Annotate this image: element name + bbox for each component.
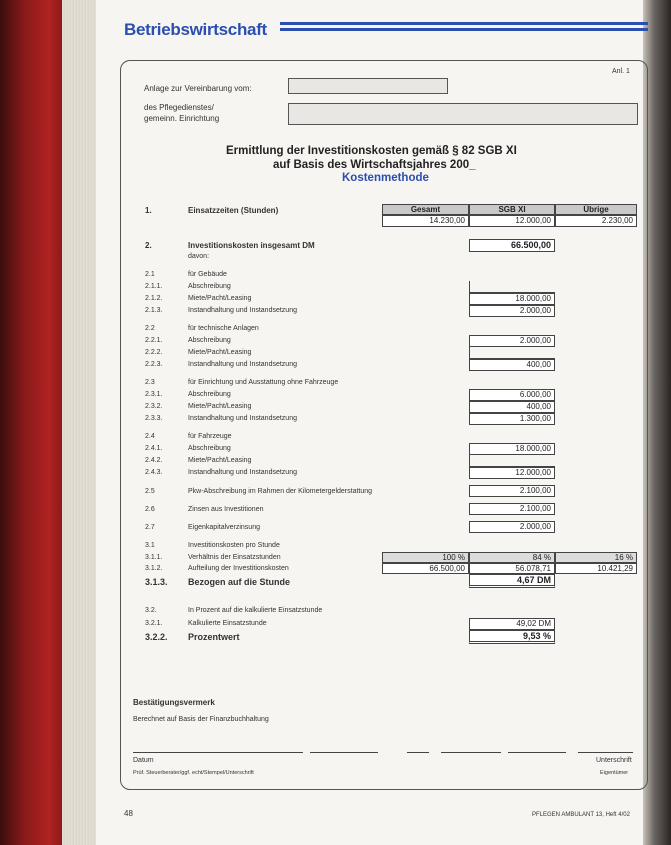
s3-alloc-uebrige: 10.421,29 (555, 563, 637, 574)
s2-5-value: 2.100,00 (469, 485, 555, 497)
journal-footer: PFLEGEN AMBULANT 13, Heft 4/02 (532, 812, 630, 818)
s2-row-number: 2.2 (145, 325, 155, 332)
s3-percent-value: 9,53 % (469, 630, 555, 644)
s2-row-label: Miete/Pacht/Leasing (188, 295, 252, 302)
s2-number: 2. (145, 241, 152, 250)
s2-row-number: 2.3.1. (145, 391, 163, 398)
s2-6-label: Zinsen aus Investitionen (188, 506, 264, 513)
page-header-title: Betriebswirtschaft (124, 20, 267, 39)
s2-row-value: 400,00 (469, 359, 555, 371)
s2-row-value (469, 347, 555, 359)
s3-ratio-uebrige: 16 % (555, 552, 637, 563)
doc-title-line1: Ermittlung der Investitionskosten gemäß § 82 SGB XI (226, 145, 517, 157)
header-rule (280, 22, 648, 38)
s2-total: 66.500,00 (469, 239, 555, 252)
s1-value-sgbxi: 12.000,00 (469, 215, 555, 227)
s3-2-2-number: 3.2.2. (145, 632, 168, 642)
s2-row-number: 2.4.1. (145, 445, 163, 452)
s3-2-label: In Prozent auf die kalkulierte Einsatzstunde (188, 607, 323, 614)
facility-label-1: des Pflegedienstes/ (144, 103, 214, 112)
signature-line-2 (310, 752, 378, 753)
s2-row-label: Instandhaltung und Instandsetzung (188, 307, 297, 314)
s2-row-number: 2.2.3. (145, 361, 163, 368)
s2-row-number: 2.1.1. (145, 283, 163, 290)
s2-row-value: 6.000,00 (469, 389, 555, 401)
s2-row-label: Abschreibung (188, 337, 231, 344)
s2-row-number: 2.2.2. (145, 349, 163, 356)
s2-row-number: 2.1.3. (145, 307, 163, 314)
s2-row-value (469, 455, 555, 467)
s1-header-sgbxi: SGB XI (469, 204, 555, 215)
s1-header-uebrige: Übrige (555, 204, 637, 215)
s2-row-value: 1.300,00 (469, 413, 555, 425)
s2-row-value: 18.000,00 (469, 293, 555, 305)
confirmation-title: Bestätigungsvermerk (133, 698, 215, 707)
s2-row-value: 12.000,00 (469, 467, 555, 479)
s2-6-number: 2.6 (145, 506, 155, 513)
book-page-edges (62, 0, 100, 845)
s2-7-number: 2.7 (145, 524, 155, 531)
s2-row-label: für Gebäude (188, 271, 227, 278)
s3-2-2-label: Prozentwert (188, 632, 240, 642)
s2-row-number: 2.4.2. (145, 457, 163, 464)
s2-row-number: 2.3.3. (145, 415, 163, 422)
s2-row-label: für Einrichtung und Ausstattung ohne Fahrzeuge (188, 379, 339, 386)
date-line (133, 752, 303, 753)
s3-1-1-label: Verhältnis der Einsatzstunden (188, 554, 281, 561)
s3-alloc-gesamt: 66.500,00 (382, 563, 469, 574)
s2-row-number: 2.1 (145, 271, 155, 278)
s2-6-value: 2.100,00 (469, 503, 555, 515)
doc-title-method: Kostenmethode (342, 172, 429, 184)
s2-row-value (469, 281, 555, 293)
s2-7-label: Eigenkapitalverzinsung (188, 524, 260, 531)
s3-ratio-sgbxi: 84 % (469, 552, 555, 563)
s3-1-2-number: 3.1.2. (145, 565, 163, 572)
s3-calc-hour-value: 49,02 DM (469, 618, 555, 630)
s2-5-label: Pkw-Abschreibung im Rahmen der Kilometergelderstattung (188, 488, 373, 495)
s2-row-number: 2.1.2. (145, 295, 163, 302)
s2-7-value: 2.000,00 (469, 521, 555, 533)
s1-value-gesamt: 14.230,00 (382, 215, 469, 227)
s2-row-label: für technische Anlagen (188, 325, 259, 332)
signature-line-3 (407, 752, 429, 753)
signature-line-4 (441, 752, 501, 753)
s2-row-number: 2.4.3. (145, 469, 163, 476)
signature-line-5 (508, 752, 566, 753)
s2-row-label: Instandhaltung und Instandsetzung (188, 361, 297, 368)
s3-2-1-number: 3.2.1. (145, 620, 163, 627)
date-label: Datum (133, 757, 154, 764)
s2-row-label: Instandhaltung und Instandsetzung (188, 469, 297, 476)
s2-row-label: Instandhaltung und Instandsetzung (188, 415, 297, 422)
facility-name-field[interactable] (288, 103, 638, 125)
s2-row-label: für Fahrzeuge (188, 433, 232, 440)
s3-1-3-label: Bezogen auf die Stunde (188, 577, 291, 587)
s1-value-uebrige: 2.230,00 (555, 215, 637, 227)
s2-row-number: 2.4 (145, 433, 155, 440)
signature-label: Unterschrift (596, 757, 632, 764)
s2-sublabel: davon: (188, 253, 210, 260)
s3-1-2-label: Aufteilung der Investitionskosten (188, 565, 289, 572)
confirmation-text: Berechnet auf Basis der Finanzbuchhaltung (133, 716, 269, 723)
s3-2-number: 3.2. (145, 607, 157, 614)
facility-label-2: gemeinn. Einrichtung (144, 114, 220, 123)
s2-row-label: Abschreibung (188, 391, 231, 398)
owner-label: Eigentümer (600, 770, 629, 776)
stamp-label: Prüf. Steuerberater/ggf. echt/Stempel/Unterschrift (133, 770, 254, 776)
s2-row-label: Miete/Pacht/Leasing (188, 403, 252, 410)
signature-line-6 (578, 752, 633, 753)
s3-per-hour-value: 4,67 DM (469, 574, 555, 588)
s3-alloc-sgbxi: 56.078,71 (469, 563, 555, 574)
s3-1-3-number: 3.1.3. (145, 577, 168, 587)
doc-title-line2: auf Basis des Wirtschaftsjahres 200_ (273, 159, 476, 171)
s2-row-value: 2.000,00 (469, 305, 555, 317)
page-number: 48 (124, 809, 133, 818)
s3-ratio-gesamt: 100 % (382, 552, 469, 563)
s2-row-label: Abschreibung (188, 283, 231, 290)
s2-row-value: 400,00 (469, 401, 555, 413)
s2-row-label: Miete/Pacht/Leasing (188, 457, 252, 464)
s2-row-value: 18.000,00 (469, 443, 555, 455)
attachment-to-label: Anlage zur Vereinbarung vom: (144, 84, 252, 93)
agreement-date-field[interactable] (288, 78, 448, 94)
attachment-number: Anl. 1 (612, 68, 630, 75)
s1-label: Einsatzzeiten (Stunden) (188, 206, 279, 215)
s2-row-value: 2.000,00 (469, 335, 555, 347)
s2-row-number: 2.3.2. (145, 403, 163, 410)
s2-label: Investitionskosten insgesamt DM (188, 241, 315, 250)
s2-row-number: 2.2.1. (145, 337, 163, 344)
s1-header-gesamt: Gesamt (382, 204, 469, 215)
s2-row-label: Abschreibung (188, 445, 231, 452)
s3-1-label: Investitionskosten pro Stunde (188, 542, 280, 549)
s2-row-label: Miete/Pacht/Leasing (188, 349, 252, 356)
book-spine-red (0, 0, 70, 845)
s1-number: 1. (145, 206, 152, 215)
s3-1-number: 3.1 (145, 542, 155, 549)
s3-2-1-label: Kalkulierte Einsatzstunde (188, 620, 267, 627)
s2-5-number: 2.5 (145, 488, 155, 495)
s3-1-1-number: 3.1.1. (145, 554, 163, 561)
s2-row-number: 2.3 (145, 379, 155, 386)
